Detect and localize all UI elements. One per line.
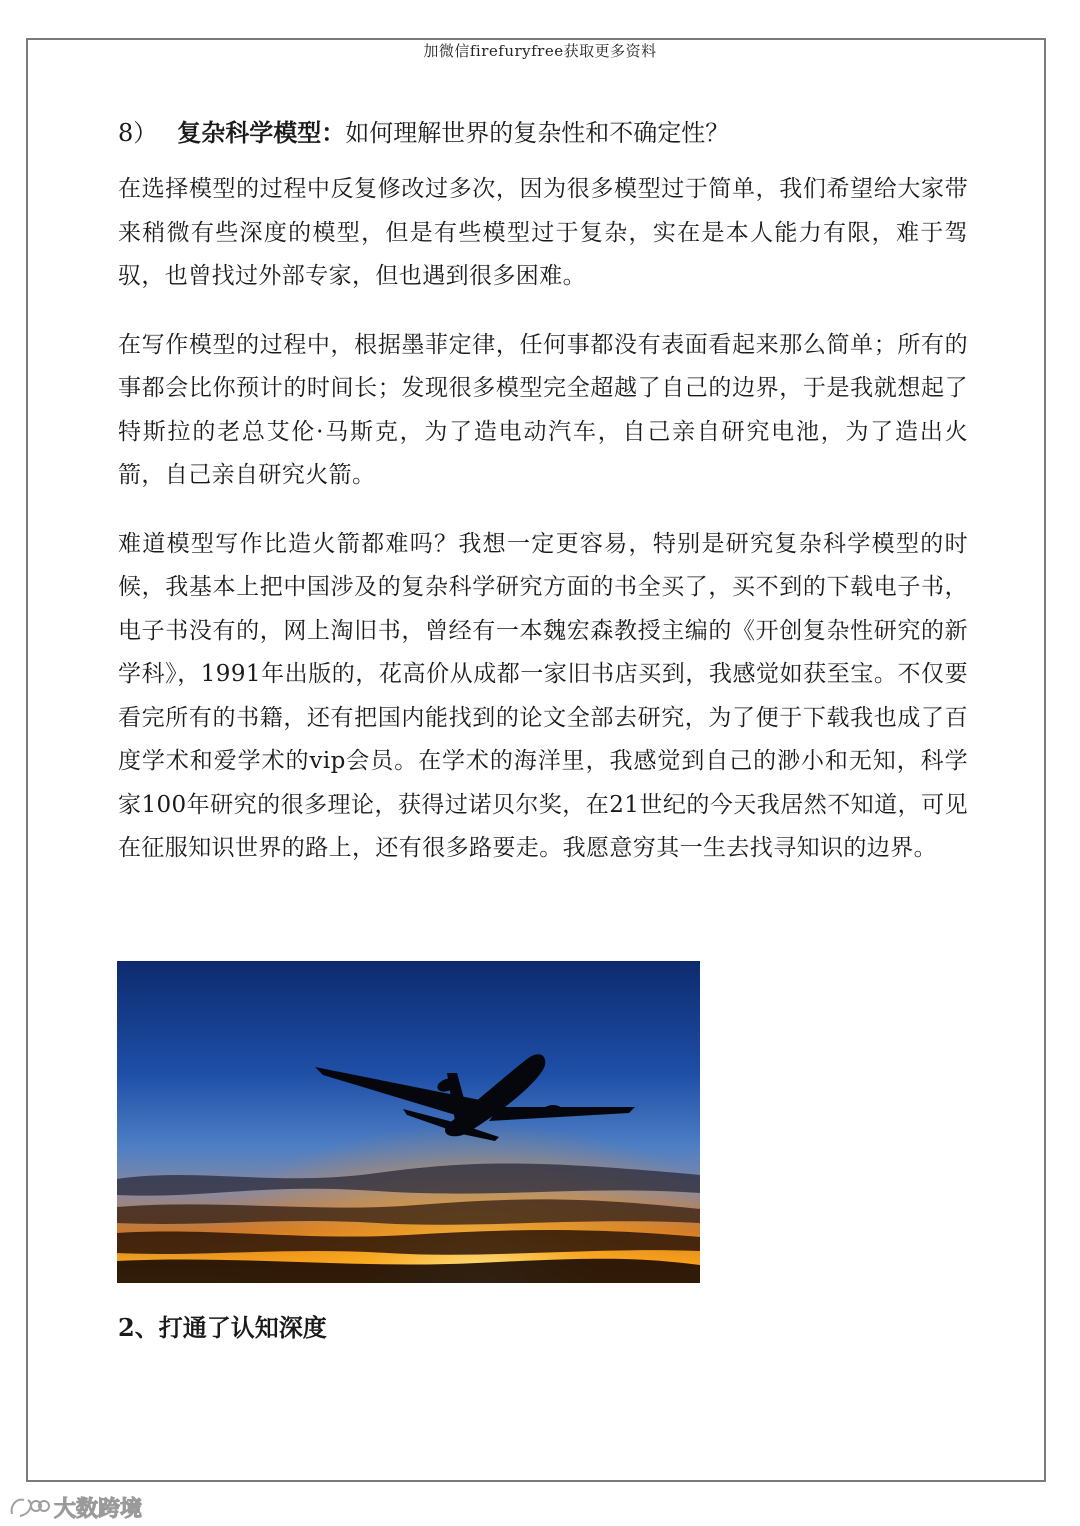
section-title-bold: 复杂科学模型： xyxy=(177,118,346,147)
watermark-text: 大数跨境 xyxy=(54,1496,143,1522)
section-heading xyxy=(118,110,968,156)
watermark xyxy=(8,1492,142,1522)
header-note: 加微信firefuryfree获取更多资料 xyxy=(423,42,657,60)
paragraph-1: 在选择模型的过程中反复修改过多次，因为很多模型过于简单，我们希望给大家带来稍微有些深度的模型，但是有些模型过于复杂，实在是本人能力有限，难于驾驭，也曾找过外部专家，但也遇到很多困难。 xyxy=(118,176,968,289)
airplane-sunset-photo xyxy=(117,961,700,1283)
subheading: 2、打通了认知深度 xyxy=(118,1313,327,1342)
section-number: 8） xyxy=(118,119,158,147)
paragraph-2: 在写作模型的过程中，根据墨菲定律，任何事都没有表面看起来那么简单；所有的事都会比你预计的时间长；发现很多模型完全超越了自己的边界，于是我就想起了特斯拉的老总艾伦·马斯克，为了造电动汽车，自己亲自研究电池，为了造出火箭，自己亲自研究火箭。 xyxy=(118,331,968,488)
paragraph-3: 难道模型写作比造火箭都难吗？我想一定更容易，特别是研究复杂科学模型的时候，我基本上把中国涉及的复杂科学研究方面的书全买了，买不到的下载电子书，电子书没有的，网上淘旧书，曾经有一本魏宏森教授主编的《开创复杂性研究的新学科》，1991年出版的，花高价从成都一家旧书店买到，我感觉如获至宝。不仅要看完所有的书籍，还有把国内能找到的论文全部去研究，为了便于下载我也成了百度学术和爱学术的vip会员。在学术的海洋里，我感觉到自己的渺小和无知，科学家100年研究的很多理论，获得过诺贝尔奖，在21世纪的今天我居然不知道，可见在征服知识世界的路上，还有很多路要走。我愿意穷其一生去找寻知识的边界。 xyxy=(118,530,968,861)
section-title-rest: 如何理解世界的复杂性和不确定性？ xyxy=(345,119,730,147)
watermark-logo-icon xyxy=(8,1494,50,1520)
document-body xyxy=(118,110,968,896)
